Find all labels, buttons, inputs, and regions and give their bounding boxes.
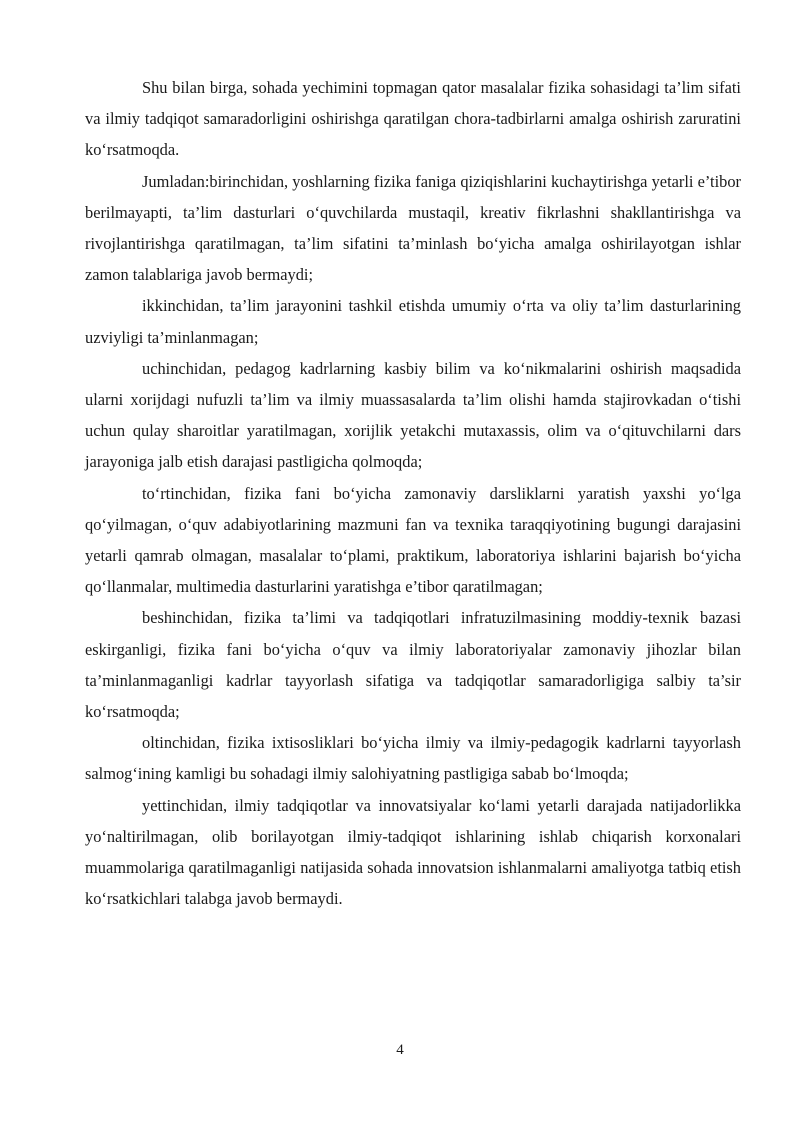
body-text bbox=[85, 72, 741, 914]
paragraph-seventh-point: yettinchidan, ilmiy tadqiqotlar va innovatsiyalar ko‘lami yetarli darajada natijadorlikka yo‘naltirilmagan, olib borilayotgan ilmiy-tadqiqot ishlarining ishlab chiqarish korxonalari muammolariga qaratilmaganligi natijasida sohada innovatsion ishlanmalarni amaliyotga tatbiq etish ko‘rsatkichlari talabga javob bermaydi. bbox=[85, 795, 741, 909]
paragraph-intro: Shu bilan birga, sohada yechimini topmagan qator masalalar fizika sohasidagi ta’lim sifati va ilmiy tadqiqot samaradorligini oshirishga qaratilgan chora-tadbirlarni amalga oshirish zaruratini ko‘rsatmoqda. bbox=[85, 78, 741, 160]
page-number: 4 bbox=[396, 1042, 404, 1058]
paragraph-sixth-point: oltinchidan, fizika ixtisosliklari bo‘yicha ilmiy va ilmiy-pedagogik kadrlarni tayyorlash salmog‘ining kamligi bu sohadagi ilmiy salohiyatning pastligiga sabab bo‘lmoqda; bbox=[85, 733, 741, 784]
paragraph-second-point: ikkinchidan, ta’lim jarayonini tashkil etishda umumiy o‘rta va oliy ta’lim dasturlarining uzviyligi ta’minlanmagan; bbox=[85, 296, 741, 347]
paragraph-third-point: uchinchidan, pedagog kadrlarning kasbiy bilim va ko‘nikmalarini oshirish maqsadida ularni xorijdagi nufuzli ta’lim va ilmiy muassasalarda ta’lim olishi hamda stajirovkadan o‘tishi uchun qulay sharoitlar yaratilmagan, xorijlik yetakchi mutaxassis, olim va o‘qituvchilarni dars jarayoniga jalb etish darajasi pastligicha qolmoqda; bbox=[85, 358, 741, 472]
paragraph-first-point: Jumladan:birinchidan, yoshlarning fizika faniga qiziqishlarini kuchaytirishga yetarli e’tibor berilmayapti, ta’lim dasturlari o‘quvchilarda mustaqil, kreativ fikrlashni shakllantirishga va rivojlantirishga qaratilmagan, ta’lim sifatini ta’minlash bo‘yicha amalga oshirilayotgan ishlar zamon talablariga javob bermaydi; bbox=[85, 171, 741, 285]
paragraph-fifth-point: beshinchidan, fizika ta’limi va tadqiqotlari infratuzilmasining moddiy-texnik bazasi eskirganligi, fizika fani bo‘yicha o‘quv va ilmiy laboratoriyalar zamonaviy jihozlar bilan ta’minlanmaganligi kadrlar tayyorlash sifatiga va tadqiqotlar samaradorligiga salbiy ta’sir ko‘rsatmoqda; bbox=[85, 608, 741, 722]
paragraph-fourth-point: to‘rtinchidan, fizika fani bo‘yicha zamonaviy darsliklarni yaratish yaxshi yo‘lga qo‘yilmagan, o‘quv adabiyotlarining mazmuni fan va texnika taraqqiyotining bugungi darajasini yetarli qamrab olmagan, masalalar to‘plami, praktikum, laboratoriya ishlarini bajarish bo‘yicha qo‘llanmalar, multimedia dasturlarini yaratishga e’tibor qaratilmagan; bbox=[85, 483, 741, 597]
